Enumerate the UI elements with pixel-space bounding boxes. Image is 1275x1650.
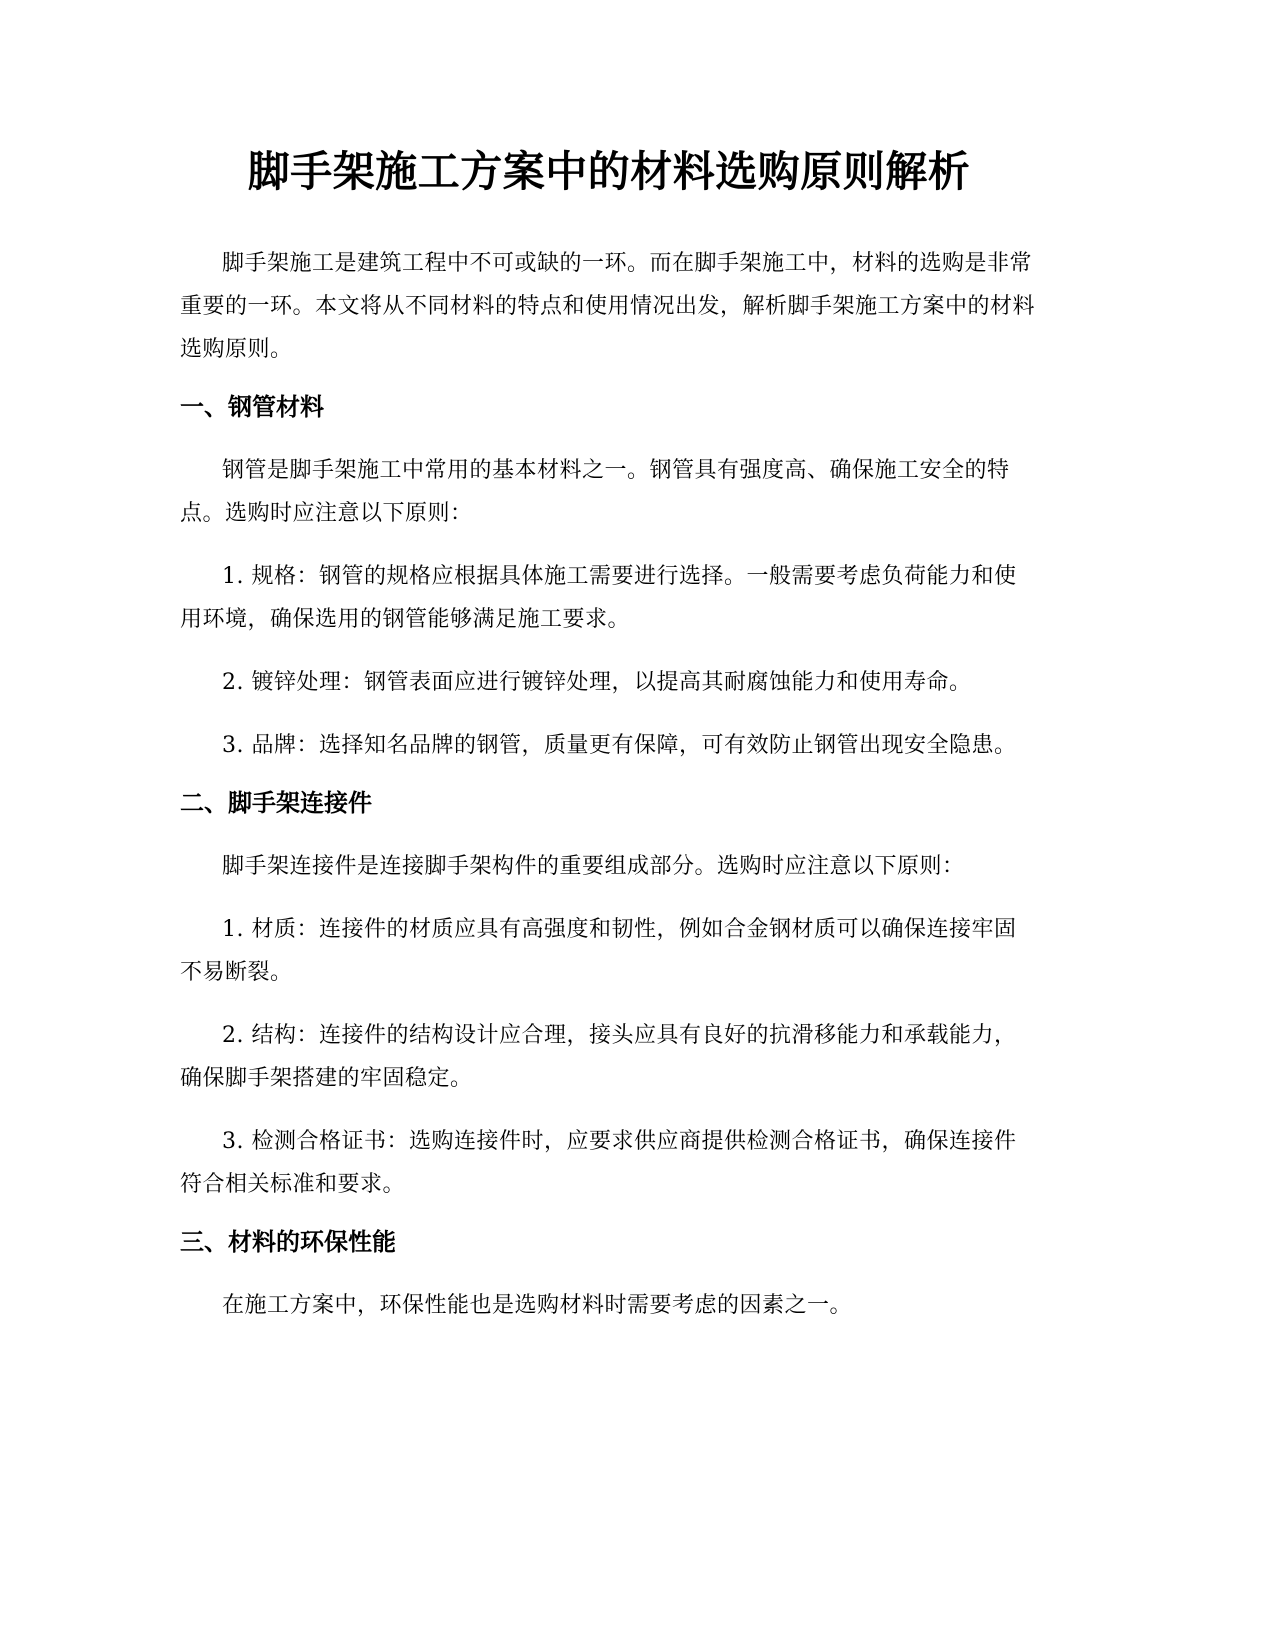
section-paragraph: 钢管是脚手架施工中常用的基本材料之一。钢管具有强度高、确保施工安全的特点。选购时应注意以下原则： xyxy=(180,458,1010,526)
section-environmental xyxy=(180,1226,1038,1327)
section-paragraph: 脚手架连接件是连接脚手架构件的重要组成部分。选购时应注意以下原则： xyxy=(222,854,965,879)
list-item: 2. 结构：连接件的结构设计应合理，接头应具有良好的抗滑移能力和承载能力，确保脚手架搭建的牢固稳定。 xyxy=(180,1023,1017,1091)
section-heading: 三、材料的环保性能 xyxy=(180,1228,396,1256)
section-heading: 一、钢管材料 xyxy=(180,393,324,421)
list-item: 3. 品牌：选择知名品牌的钢管，质量更有保障，可有效防止钢管出现安全隐患。 xyxy=(222,733,1017,758)
section-paragraph: 在施工方案中，环保性能也是选购材料时需要考虑的因素之一。 xyxy=(222,1293,853,1318)
list-item: 1. 材质：连接件的材质应具有高强度和韧性，例如合金钢材质可以确保连接牢固不易断裂。 xyxy=(180,917,1017,985)
document-title: 脚手架施工方案中的材料选购原则解析 xyxy=(247,147,971,196)
section-steel-pipe xyxy=(180,391,1038,767)
intro-paragraph: 脚手架施工是建筑工程中不可或缺的一环。而在脚手架施工中，材料的选购是非常重要的一环。本文将从不同材料的特点和使用情况出发，解析脚手架施工方案中的材料选购原则。 xyxy=(180,251,1036,362)
list-item: 3. 检测合格证书：选购连接件时，应要求供应商提供检测合格证书，确保连接件符合相关标准和要求。 xyxy=(180,1129,1017,1197)
document-page xyxy=(180,138,1038,1347)
list-item: 2. 镀锌处理：钢管表面应进行镀锌处理，以提高其耐腐蚀能力和使用寿命。 xyxy=(222,670,972,695)
section-connectors xyxy=(180,787,1038,1206)
section-heading: 二、脚手架连接件 xyxy=(180,789,372,817)
list-item: 1. 规格：钢管的规格应根据具体施工需要进行选择。一般需要考虑负荷能力和使用环境，确保选用的钢管能够满足施工要求。 xyxy=(180,564,1017,632)
